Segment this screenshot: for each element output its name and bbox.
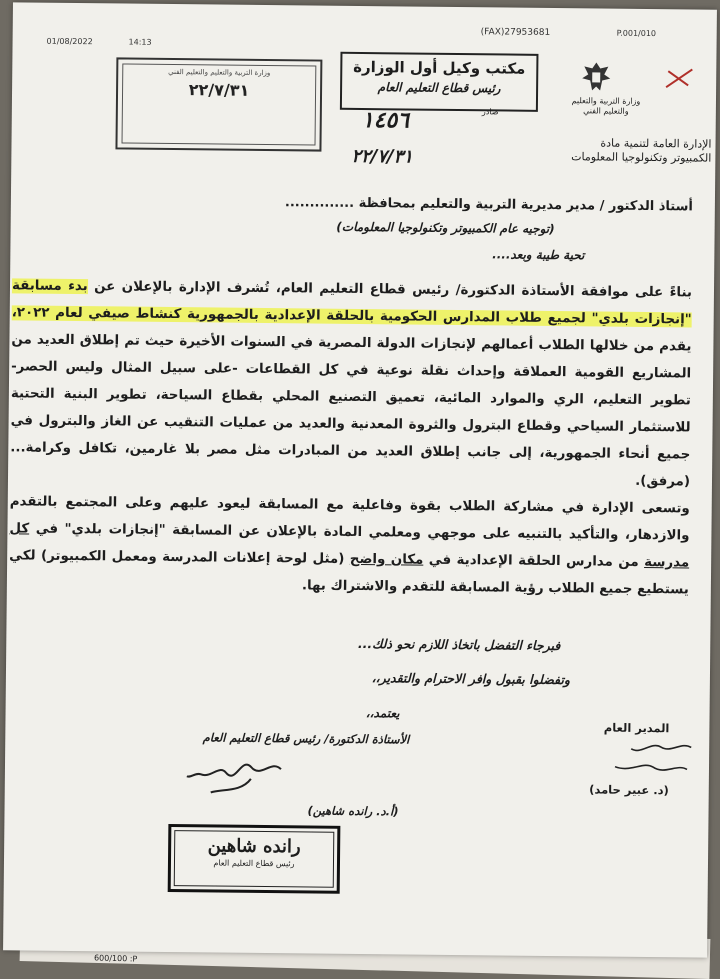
approver-title: الأستاذة الدكتورة/ رئيس قطاع التعليم العام [202, 730, 410, 747]
approver-signature-icon [181, 748, 292, 801]
request-line: فبرجاء التفضل باتخاذ اللازم نحو ذلك... [357, 635, 561, 654]
incoming-stamp-ministry: وزارة التربية والتعليم والتعليم الفني [168, 67, 271, 78]
underlined-2: مكان واضح [349, 551, 424, 568]
paragraph-2: وتسعى الإدارة في مشاركة الطلاب بقوة وفاعلية مع المسابقة ليعود عليهم وعلى المجتمع بالتقدم والازدهار، والتأكيد بالتنبيه على موجهي ومعلمي المادة بالإعلان عن المسابقة "إنجازات بلدي" في كل مدرسة من مدارس الحلقة الإعدادية في مكان واضح (مثل لوحة إعلانات المدرسة ومعمل الكمبيوتر) لكي يستطيع جميع الطلاب رؤية المسابقة للتقدم والاشتراك بها. [9, 494, 690, 598]
eagle-emblem-icon [578, 60, 614, 94]
footer-page-number: 600/100 :P [93, 953, 138, 964]
letter-page [3, 2, 717, 957]
approve-label: يعتمد،، [365, 706, 400, 721]
gm-name: (د. عبير حامد) [589, 782, 669, 798]
regards-line: وتفضلوا بقبول وافر الاحترام والتقدير،، [371, 670, 570, 688]
stamp-name: رانده شاهين [207, 835, 301, 858]
greeting: تحية طيبة وبعد.... [492, 247, 585, 263]
gm-title: المدير العام [603, 720, 670, 736]
office-title: مكتب وكيل أول الوزارة [353, 57, 526, 78]
stamp-title: رئيس قطاع التعليم العام [213, 858, 295, 869]
addressee: أستاذ الدكتور / مدير مديرية التربية والتعليم بمحافظة .............. [284, 195, 693, 215]
office-subtitle: رئيس قطاع التعليم العام [377, 80, 501, 96]
registration-label: صادر [481, 107, 499, 117]
fax-number: (FAX)27953681 [480, 27, 551, 38]
incoming-stamp-number: ٢٢/٧/٣١ [188, 80, 250, 100]
fax-time: 14:13 [128, 37, 152, 47]
department-line2: الكمبيوتر وتكنولوجيا المعلومات [571, 150, 712, 165]
fax-page-number: P.001/010 [616, 28, 657, 39]
highlight-1: بدء مسابقة [11, 278, 88, 295]
department-name [481, 135, 711, 165]
paragraph-1: بناءً على موافقة الأستاذة الدكتورة/ رئيس قطاع التعليم العام، تُشرف الإدارة بالإعلان عن بدء مسابقة "إنجازات بلدي" لجميع طلاب المدارس الحكومية بالحلقة الإعدادية بالجمهورية كنشاط صيفي لعام ٢٠٢٢، يقدم من خلالها الطلاب أعمالهم لإنجازات الدولة المصرية في السنوات الأخيرة حيث تم إطلاق العديد من المشاريع القومية العملاقة وإحداث نقلة نوعية في كل القطاعات -على سبيل المثال وليس الحصر- تطوير التعليم، الري والموارد المائية، تعميق التصنيع المحلي بقطاع السياحة، تطوير البنية التحتية للاستثمار السياحي وقطاع البترول والثروة المعدنية والعديد من عمليات التنقيب عن الغاز والبترول في جميع أنحاء الجمهورية، إلى جانب إطلاق العديد من المبادرات مثل مصر بلا غارمين، تكافل وكرامة... (مرفق). [10, 278, 693, 490]
office-header-box [340, 52, 539, 112]
gm-handwriting-icon [601, 737, 701, 782]
approver-name: (أ.د. رانده شاهين) [307, 803, 399, 819]
ministry-name: وزارة التربية والتعليم والتعليم الفني [571, 96, 641, 116]
handwritten-mark-icon [664, 65, 694, 89]
department-line1: الإدارة العامة لتنمية مادة [600, 136, 712, 151]
fax-date: 01/08/2022 [46, 36, 93, 47]
official-stamp [168, 824, 341, 894]
registration-date: ٢٢/٧/٣١ [351, 145, 413, 168]
underlined-1: كل مدرسة [9, 521, 690, 571]
highlight-2: "إنجازات بلدي" لجميع طلاب المدارس الحكومية بالحلقة الإعدادية بالجمهورية كنشاط صيفي لعام ٢٠٢٢، [11, 305, 692, 328]
letter-subject: (توجيه عام الكمبيوتر وتكنولوجيا المعلومات) [336, 219, 555, 237]
letter-body [9, 272, 692, 603]
registration-number: ١٤٥٦ [361, 107, 410, 134]
incoming-stamp [115, 57, 322, 151]
